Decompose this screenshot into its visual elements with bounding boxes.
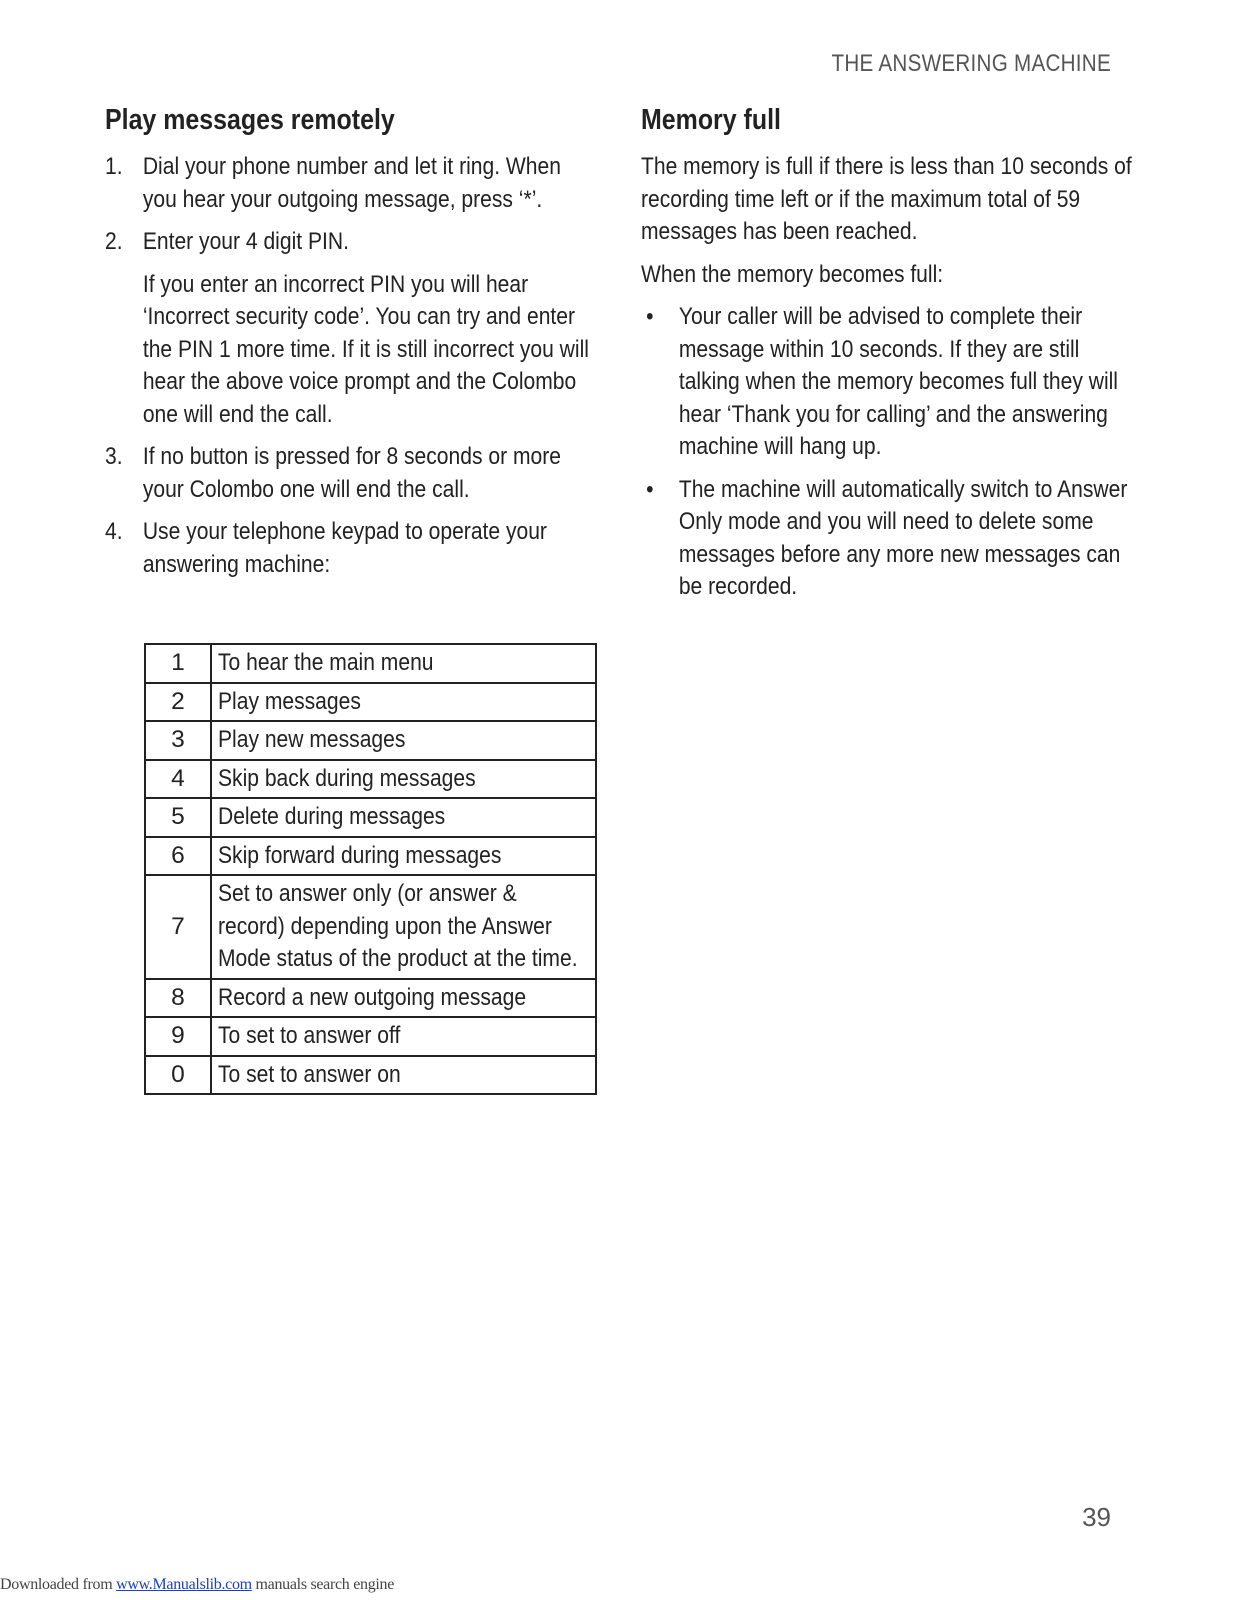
table-row (145, 1017, 596, 1056)
step-number: 2. (105, 228, 123, 255)
step-number: 1. (105, 153, 123, 180)
memory-full-heading: Memory full (641, 104, 781, 136)
key-cell: 0 (145, 1056, 211, 1095)
download-footer (0, 1576, 394, 1594)
right-column (641, 104, 1141, 614)
key-cell: 4 (145, 760, 211, 799)
key-cell: 7 (145, 875, 211, 979)
action-cell: To set to answer on (211, 1056, 596, 1095)
play-remotely-heading: Play messages remotely (105, 104, 395, 136)
key-cell: 8 (145, 979, 211, 1018)
action-cell: Skip back during messages (211, 760, 596, 799)
table-row (145, 837, 596, 876)
key-cell: 5 (145, 798, 211, 837)
key-cell: 6 (145, 837, 211, 876)
memory-full-intro: The memory is full if there is less than 10 seconds of recording time left or if the maximum total of 59 messages has been reached. (641, 153, 1132, 245)
table-row (145, 979, 596, 1018)
bullet-item (641, 301, 1140, 464)
action-cell: Record a new outgoing message (211, 979, 596, 1018)
table-row (145, 644, 596, 683)
bullet-icon: • (646, 475, 654, 503)
key-cell: 9 (145, 1017, 211, 1056)
footer-suffix: manuals search engine (251, 1576, 395, 1593)
step-2 (105, 226, 596, 259)
action-cell: To hear the main menu (211, 644, 596, 683)
table-row (145, 875, 596, 979)
action-cell: Play messages (211, 683, 596, 722)
step-text: If no button is pressed for 8 seconds or more your Colombo one will end the call. (142, 443, 561, 503)
left-column (105, 104, 597, 591)
table-row (145, 1056, 596, 1095)
bullet-text: The machine will automatically switch to Answer Only mode and you will need to delete some messages before any more new messages can be recorded. (678, 475, 1128, 600)
step-text: Dial your phone number and let it ring. When you hear your outgoing message, press ‘*’. (142, 153, 561, 213)
page-number: 39 (1082, 1502, 1111, 1532)
step-number: 3. (105, 443, 123, 470)
table-row (145, 760, 596, 799)
bullet-text: Your caller will be advised to complete their message within 10 seconds. If they are still talking when the memory becomes full they will hear ‘Thank you for calling’ and the answering machine will hang up. (678, 303, 1118, 460)
section-header: THE ANSWERING MACHINE (831, 50, 1111, 77)
manualslib-link[interactable]: www.Manualslib.com (116, 1576, 252, 1593)
keypad-commands-table (144, 643, 597, 1095)
action-cell: Skip forward during messages (211, 837, 596, 876)
key-cell: 2 (145, 683, 211, 722)
action-cell: Delete during messages (211, 798, 596, 837)
step-text: Use your telephone keypad to operate your answering machine: (142, 518, 547, 578)
table-row (145, 798, 596, 837)
table-row (145, 721, 596, 760)
key-cell: 3 (145, 721, 211, 760)
step-number: 4. (105, 518, 123, 545)
step-text: Enter your 4 digit PIN. (142, 228, 349, 255)
action-cell: Set to answer only (or answer & record) depending upon the Answer Mode status of the product at the time. (211, 875, 596, 979)
action-cell: To set to answer off (211, 1017, 596, 1056)
key-cell: 1 (145, 644, 211, 683)
bullet-icon: • (646, 303, 654, 330)
step-3 (105, 441, 596, 506)
table-row (145, 683, 596, 722)
footer-prefix: Downloaded from (0, 1576, 117, 1593)
step-1 (105, 151, 596, 216)
step-2-note: If you enter an incorrect PIN you will hear ‘Incorrect security code’. You can try and enter the PIN 1 more time. If it is still incorrect you will hear the above voice prompt and the Colombo one will end the call. (142, 270, 589, 428)
bullet-item (641, 474, 1140, 604)
action-cell: Play new messages (211, 721, 596, 760)
step-4 (105, 516, 596, 581)
memory-full-when: When the memory becomes full: (641, 260, 944, 288)
